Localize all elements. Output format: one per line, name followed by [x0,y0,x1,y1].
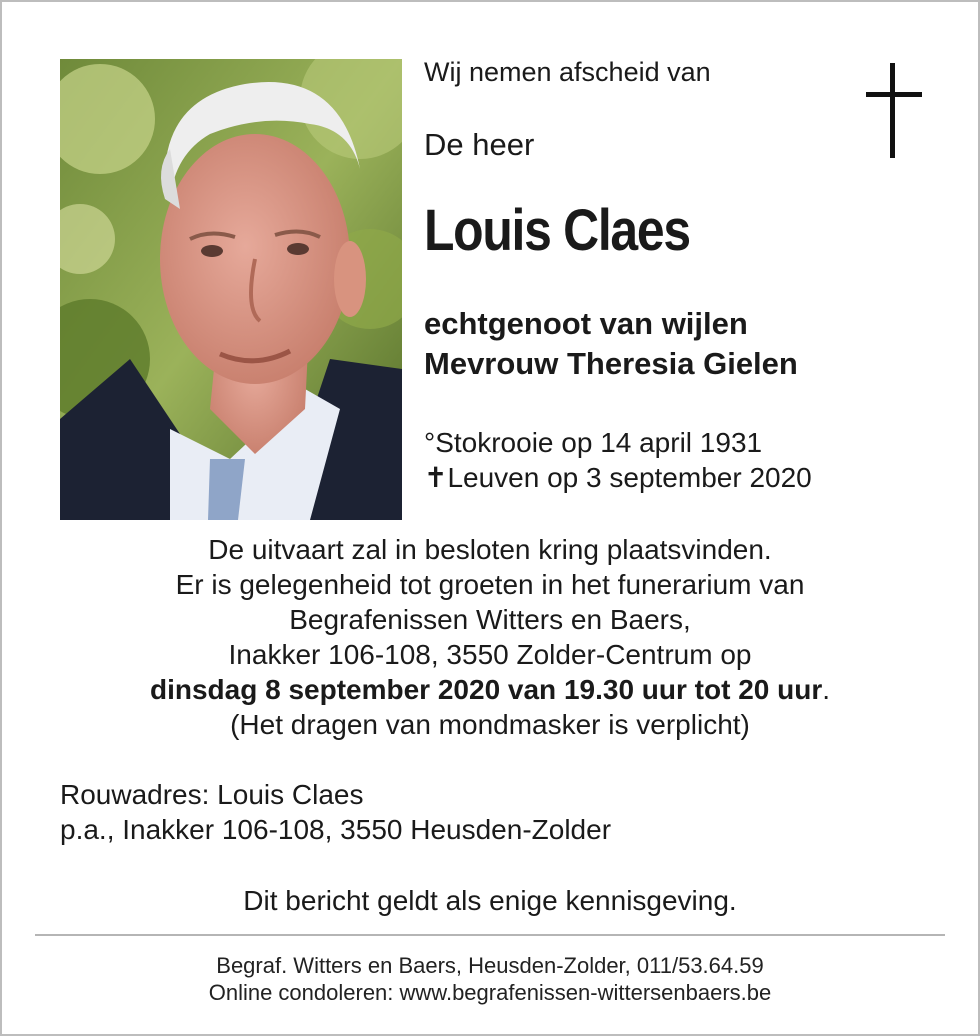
death-text: Leuven op 3 september 2020 [447,462,812,493]
footer-line-2[interactable]: Online condoleren: www.begrafenissen-wittersenbaers.be [208,980,772,1005]
address-line-2: p.a., Inakker 106-108, 3550 Heusden-Zolder [60,814,612,845]
honorific: De heer [424,127,535,162]
mourning-address [60,777,611,847]
portrait-photo [60,59,402,520]
service-date: dinsdag 8 september 2020 van 19.30 uur tot 20 uur [149,674,823,705]
spouse-line-2: Mevrouw Theresia Gielen [424,346,798,381]
service-line-2: Er is gelegenheid tot groeten in het funerarium van [175,569,805,600]
footer-line-1: Begraf. Witters en Baers, Heusden-Zolder, 011/53.64.59 [216,953,764,978]
address-line-1: Rouwadres: Louis Claes [60,779,364,810]
cross-icon [866,63,922,158]
divider [35,934,945,936]
life-dates [424,425,812,495]
death-line [424,460,812,495]
deceased-name: Louis Claes [424,198,690,263]
service-line-6: (Het dragen van mondmasker is verplicht) [230,709,750,740]
death-cross-icon: ✝ [424,462,448,493]
service-info [0,532,980,742]
service-line-1: De uitvaart zal in besloten kring plaatsvinden. [208,534,772,565]
service-line-3: Begrafenissen Witters en Baers, [289,604,691,635]
spouse-line-1: echtgenoot van wijlen [424,306,748,341]
spouse-info [424,304,798,384]
service-date-end: . [822,674,831,705]
service-date-line [0,672,980,707]
birth-line: °Stokrooie op 14 april 1931 [424,427,763,458]
footer [0,952,980,1006]
notice-text: Dit bericht geldt als enige kennisgeving. [243,885,737,916]
intro-text: Wij nemen afscheid van [424,57,711,87]
service-line-4: Inakker 106-108, 3550 Zolder-Centrum op [228,639,752,670]
